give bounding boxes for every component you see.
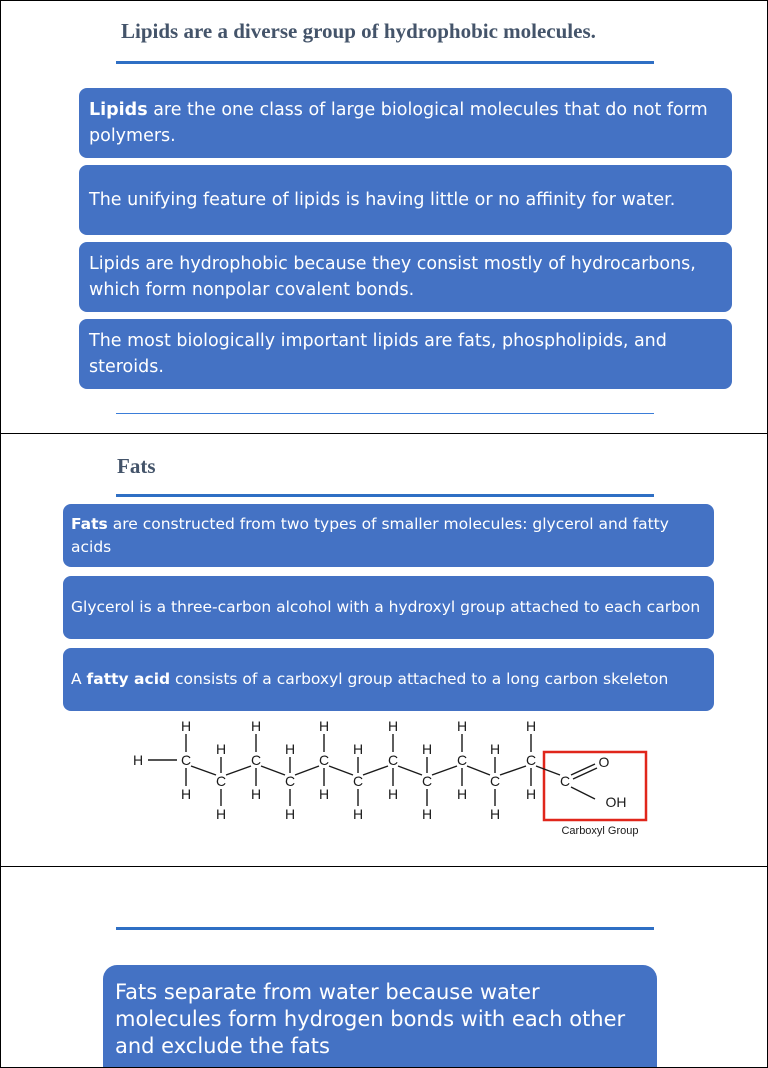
atom-hydrogen: H bbox=[318, 786, 330, 802]
bond-line bbox=[261, 766, 285, 775]
fatty-acid-structure-diagram bbox=[1, 434, 767, 866]
atom-hydrogen: H bbox=[250, 718, 262, 734]
atom-hydrogen: H bbox=[525, 786, 537, 802]
bond-line bbox=[363, 766, 388, 775]
atom-carbon: C bbox=[352, 773, 364, 789]
atom-hydrogen: H bbox=[525, 718, 537, 734]
bullet-text: The most biologically important lipids are fats, phospholipids, and steroids. bbox=[89, 331, 667, 377]
bond-line bbox=[432, 766, 457, 775]
atom-hydrogen: H bbox=[421, 806, 433, 822]
bullet-box bbox=[79, 319, 732, 389]
bond-line bbox=[573, 768, 597, 779]
atom-hydrogen: H bbox=[215, 741, 227, 757]
bullet-box bbox=[79, 242, 732, 312]
atom-hydrogen: H bbox=[215, 806, 227, 822]
atom-hydrogen: H bbox=[180, 718, 192, 734]
atom-carbon: C bbox=[421, 773, 433, 789]
bond-line bbox=[226, 766, 251, 775]
bond-line bbox=[467, 766, 490, 775]
atom-hydrogen: H bbox=[352, 741, 364, 757]
title-underline bbox=[116, 927, 654, 930]
bullet-text: Glycerol is a three-carbon alcohol with a hydroxyl group attached to each carbon bbox=[71, 598, 701, 616]
atom-carbon: C bbox=[180, 752, 192, 768]
atom-hydrogen: H bbox=[489, 806, 501, 822]
atom-hydrogen: H bbox=[352, 806, 364, 822]
slide-lipids-overview bbox=[0, 0, 768, 434]
atom-hydrogen: H bbox=[421, 741, 433, 757]
bullet-text: The unifying feature of lipids is having little or no affinity for water. bbox=[89, 190, 676, 210]
bond-line bbox=[536, 766, 560, 775]
atom-hydrogen: H bbox=[180, 786, 192, 802]
group-hydroxyl: OH bbox=[605, 794, 627, 810]
title-underline bbox=[116, 61, 654, 64]
bond-line bbox=[329, 766, 353, 775]
bullet-box bbox=[79, 88, 732, 158]
atom-oxygen: O bbox=[598, 754, 610, 770]
atom-carbon: C bbox=[456, 752, 468, 768]
atom-hydrogen: H bbox=[132, 752, 144, 768]
bullet-text: Fats separate from water because water molecules form hydrogen bonds with each other and exclude the fats bbox=[115, 980, 626, 1058]
bond-line bbox=[398, 766, 422, 775]
atom-hydrogen: H bbox=[284, 806, 296, 822]
slide-fats bbox=[0, 433, 768, 867]
atom-carbon: C bbox=[284, 773, 296, 789]
bullet-box bbox=[79, 165, 732, 235]
atom-carbon: C bbox=[215, 773, 227, 789]
slide-title: Lipids are a diverse group of hydrophobic molecules. bbox=[121, 19, 596, 43]
atom-hydrogen: H bbox=[284, 741, 296, 757]
bottom-rule bbox=[116, 413, 654, 414]
slide-fats-water bbox=[0, 866, 768, 1068]
bond-line bbox=[571, 787, 595, 799]
atom-carbon: C bbox=[489, 773, 501, 789]
atom-hydrogen: H bbox=[387, 718, 399, 734]
bullet-box bbox=[103, 965, 657, 1068]
atom-hydrogen: H bbox=[456, 718, 468, 734]
atom-carbon: C bbox=[318, 752, 330, 768]
atom-carbon: C bbox=[250, 752, 262, 768]
slide-title: Fats bbox=[117, 454, 156, 478]
atom-hydrogen: H bbox=[250, 786, 262, 802]
atom-hydrogen: H bbox=[318, 718, 330, 734]
atom-hydrogen: H bbox=[387, 786, 399, 802]
atom-carbon: C bbox=[387, 752, 399, 768]
bond-line bbox=[500, 766, 526, 775]
bond-line bbox=[295, 766, 319, 775]
bullet-text: Lipids are the one class of large biological molecules that do not form polymers. bbox=[89, 100, 708, 146]
atom-carbon: C bbox=[525, 752, 537, 768]
bullet-text: Fats are constructed from two types of smaller molecules: glycerol and fatty acids bbox=[71, 514, 669, 556]
bullet-text: A fatty acid consists of a carboxyl group attached to a long carbon skeleton bbox=[71, 670, 669, 688]
carboxyl-group-label: Carboxyl Group bbox=[561, 825, 639, 837]
bullet-text: Lipids are hydrophobic because they consist mostly of hydrocarbons, which form nonpolar covalent bonds. bbox=[89, 254, 696, 300]
bond-line bbox=[571, 764, 595, 775]
bond-line bbox=[191, 766, 216, 775]
atom-hydrogen: H bbox=[489, 741, 501, 757]
atom-hydrogen: H bbox=[456, 786, 468, 802]
atom-carbon-carboxyl: C bbox=[559, 773, 571, 789]
